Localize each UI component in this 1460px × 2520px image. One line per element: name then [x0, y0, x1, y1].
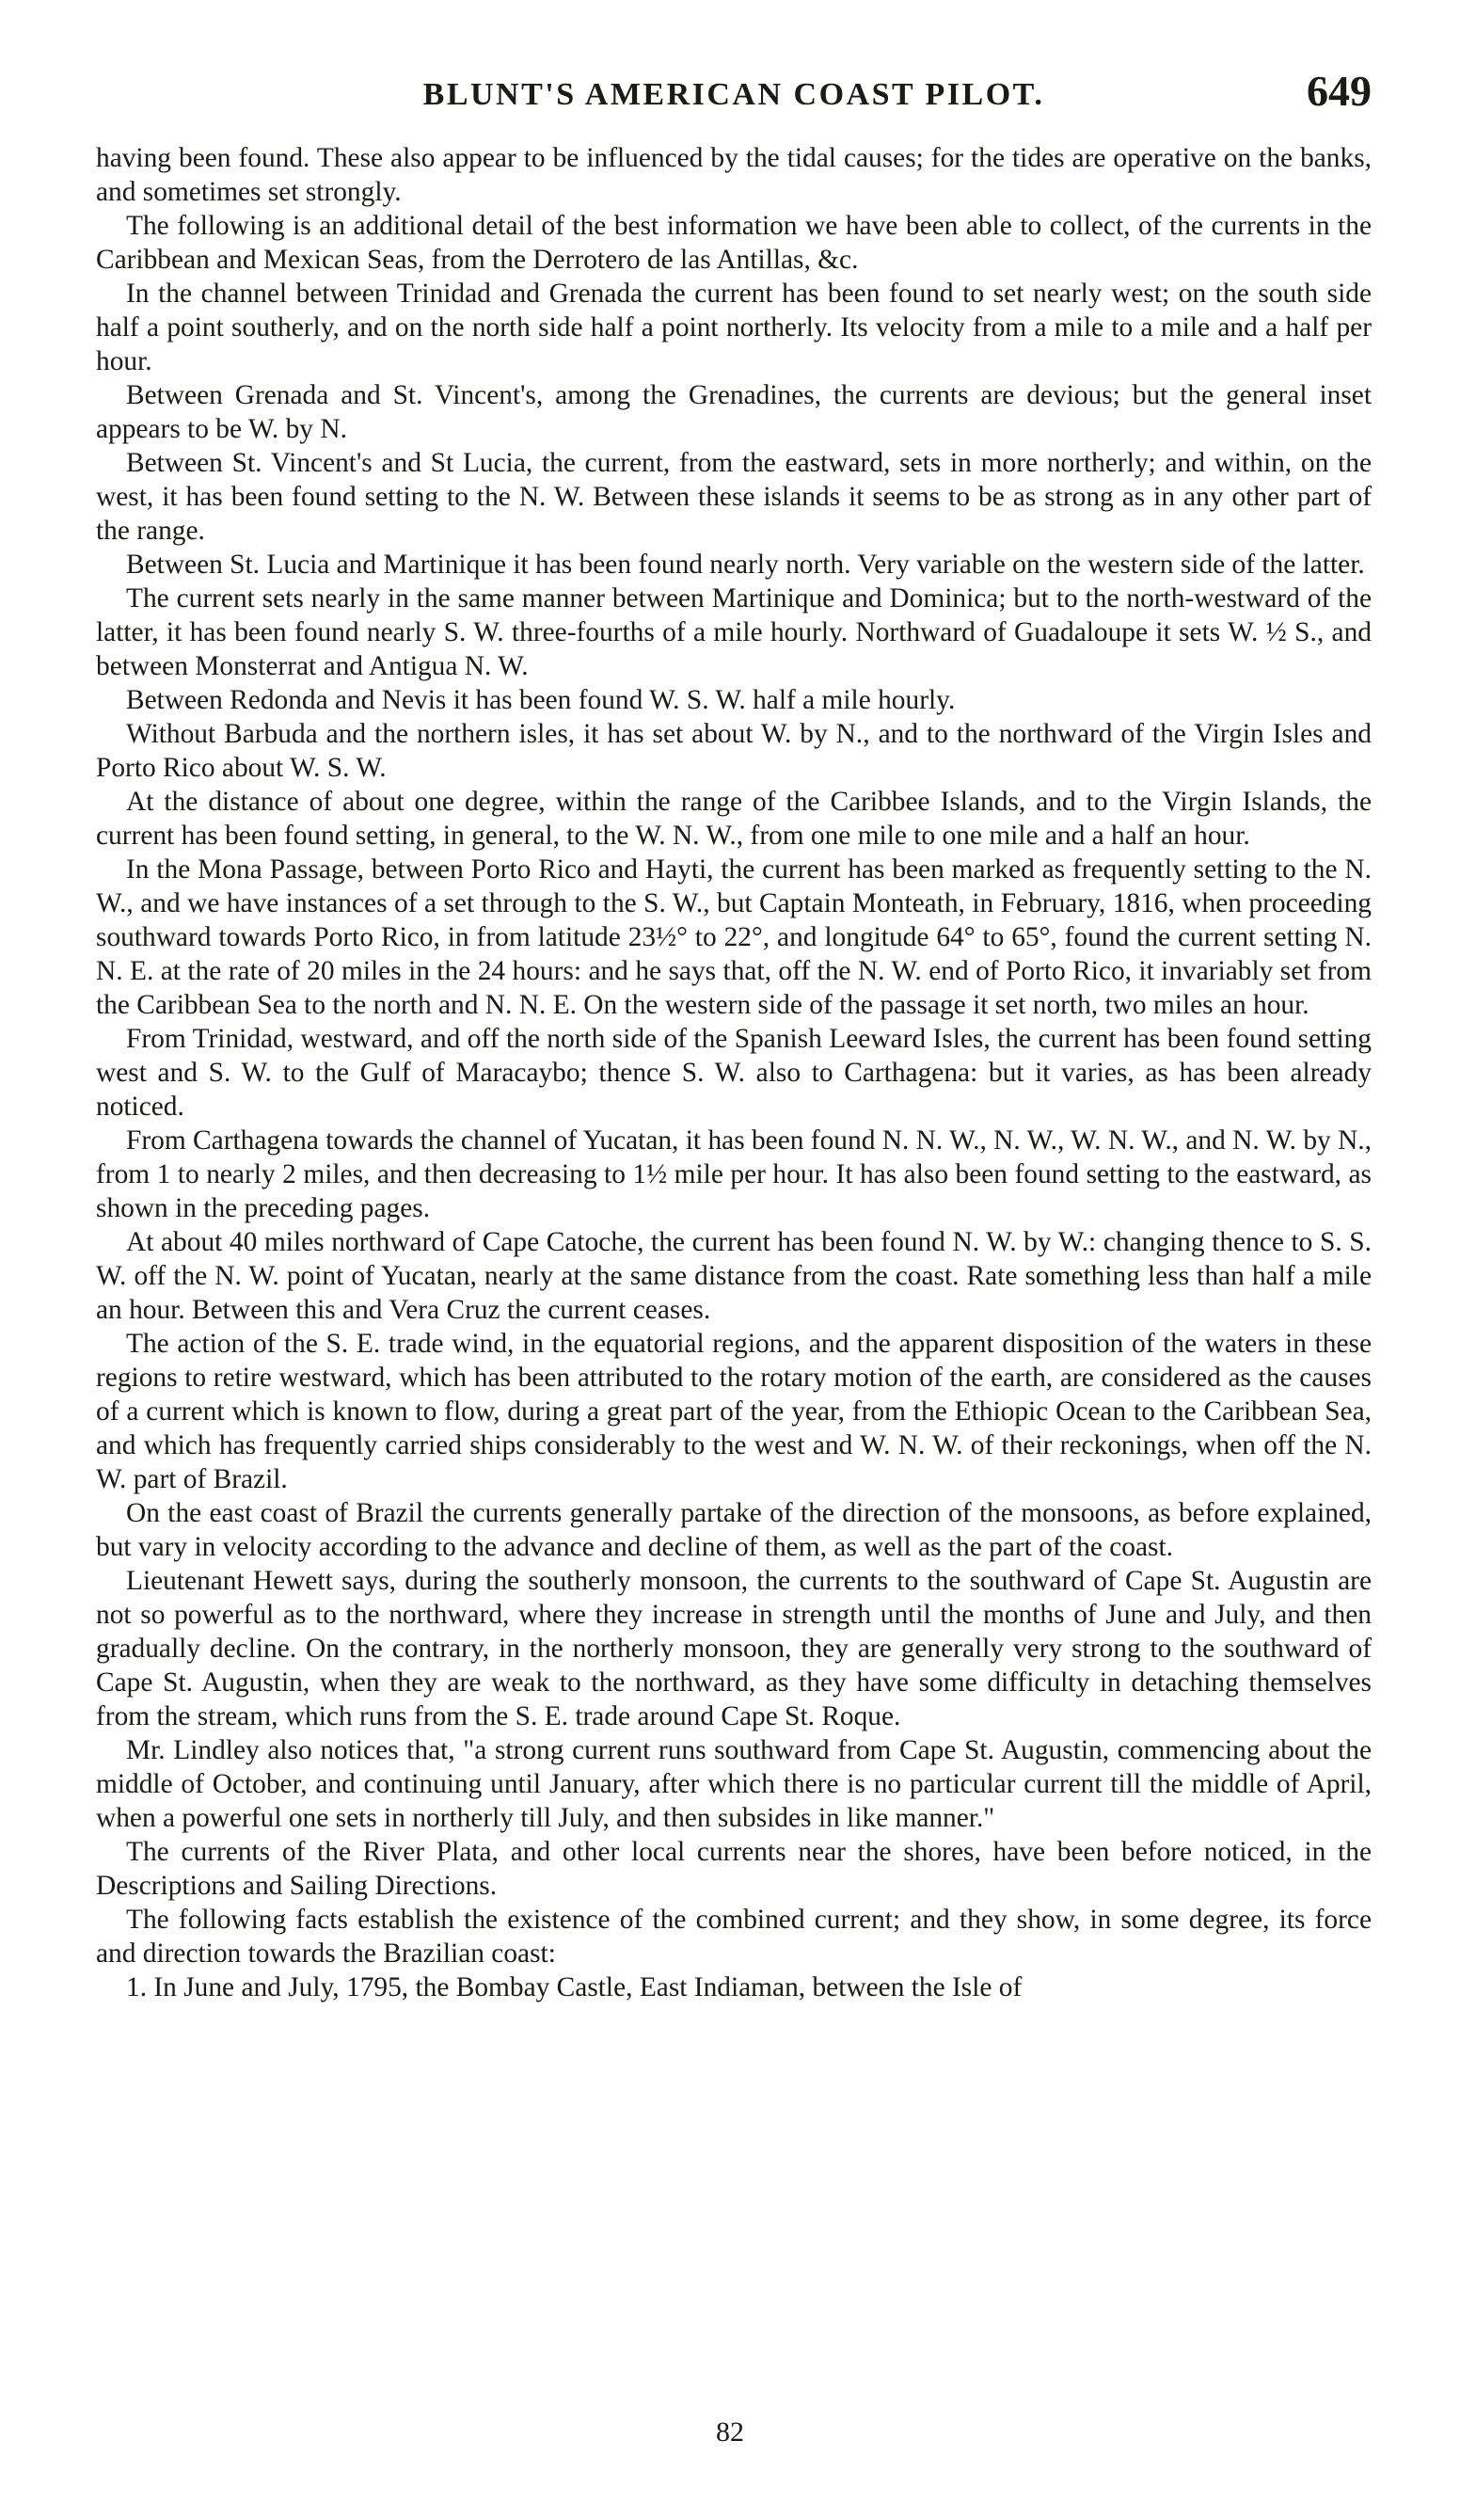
paragraph: Between Redonda and Nevis it has been found W. S. W. half a mile hourly. — [126, 685, 956, 715]
paragraph: Between St. Lucia and Martinique it has been found nearly north. Very variable on the western side of the latter. — [126, 550, 1365, 580]
paragraph: Between St. Vincent's and St Lucia, the current, from the eastward, sets in more northerly; and within, on the west, it has been found setting to the N. W. Between these islands it seems to be as strong as in any other part of the range. — [96, 448, 1372, 546]
paragraph: The action of the S. E. trade wind, in the equatorial regions, and the apparent disposition of the waters in these regions to retire westward, which has been attributed to the rotary motion of the earth, are considered as the causes of a current which is known to flow, during a great part of the year, from the Ethiopic Ocean to the Caribbean Sea, and which has frequently carried ships considerably to the west and W. N. W. of their reckonings, when off the N. W. part of Brazil. — [96, 1329, 1372, 1494]
paragraph: Without Barbuda and the northern isles, it has set about W. by N., and to the northward of the Virgin Isles and Porto Rico about W. S. W. — [96, 719, 1372, 783]
paragraph: At about 40 miles northward of Cape Catoche, the current has been found N. W. by W.: changing thence to S. S. W. off the N. W. point of Yucatan, nearly at the same distance from the coast. Rate something less than half a mile an hour. Between this and Vera Cruz the current ceases. — [96, 1227, 1372, 1325]
paragraph: From Trinidad, westward, and off the north side of the Spanish Leeward Isles, the current has been found setting west and S. W. to the Gulf of Maracaybo; thence S. W. also to Carthagena: but it varies, as has been already noticed. — [96, 1024, 1372, 1122]
paragraph: In the channel between Trinidad and Grenada the current has been found to set nearly west; on the south side half a point southerly, and on the north side half a point northerly. Its velocity from a mile to a mile and a half per hour. — [96, 279, 1372, 376]
body-text — [96, 141, 1372, 2418]
running-title: BLUNT'S AMERICAN COAST PILOT. — [422, 77, 1045, 112]
paragraph: The following is an additional detail of the best information we have been able to collect, of the currents in the Caribbean and Mexican Seas, from the Derrotero de las Antillas, &c. — [96, 211, 1372, 275]
paragraph: having been found. These also appear to be influenced by the tidal causes; for the tides are operative on the banks, and sometimes set strongly. — [96, 143, 1372, 207]
paragraph: Between Grenada and St. Vincent's, among the Grenadines, the currents are devious; but the general inset appears to be W. by N. — [96, 380, 1372, 444]
paragraph: 1. In June and July, 1795, the Bombay Castle, East Indiaman, between the Isle of — [126, 1972, 1023, 2002]
paragraph: In the Mona Passage, between Porto Rico and Hayti, the current has been marked as frequently setting to the N. W., and we have instances of a set through to the S. W., but Captain Monteath, in February, 1816, when proceeding southward towards Porto Rico, in from latitude 23½° to 22°, and longitude 64° to 65°, found the current setting N. N. E. at the rate of 20 miles in the 24 hours: and he says that, off the N. W. end of Porto Rico, it invariably set from the Caribbean Sea to the north and N. N. E. On the western side of the passage it set north, two miles an hour. — [96, 854, 1372, 1020]
paragraph: The current sets nearly in the same manner between Martinique and Dominica; but to the north-westward of the latter, it has been found nearly S. W. three-fourths of a mile hourly. Northward of Guadaloupe it sets W. ½ S., and between Monsterrat and Antigua N. W. — [96, 583, 1372, 681]
paragraph: On the east coast of Brazil the currents generally partake of the direction of the monsoons, as before explained, but vary in velocity according to the advance and decline of them, as well as the part of the coast. — [96, 1498, 1372, 1562]
paragraph: At the distance of about one degree, within the range of the Caribbee Islands, and to the Virgin Islands, the current has been found setting, in general, to the W. N. W., from one mile to one mile and a half an hour. — [96, 787, 1372, 851]
paragraph: The following facts establish the existence of the combined current; and they show, in some degree, its force and direction towards the Brazilian coast: — [96, 1905, 1372, 1969]
paragraph: From Carthagena towards the channel of Yucatan, it has been found N. N. W., N. W., W. N. W., and N. W. by N., from 1 to nearly 2 miles, and then decreasing to 1½ mile per hour. It has also been found setting to the eastward, as shown in the preceding pages. — [96, 1125, 1372, 1223]
page-header — [96, 66, 1372, 122]
paragraph: Lieutenant Hewett says, during the southerly monsoon, the currents to the southward of Cape St. Augustin are not so powerful as to the northward, where they increase in strength until the months of June and July, and then gradually decline. On the contrary, in the northerly monsoon, they are generally very strong to the southward of Cape St. Augustin, when they are weak to the northward, as they have some difficulty in detaching themselves from the stream, which runs from the S. E. trade around Cape St. Roque. — [96, 1566, 1372, 1731]
signature-mark: 82 — [716, 2416, 744, 2448]
paragraph: Mr. Lindley also notices that, "a strong current runs southward from Cape St. Augustin, commencing about the middle of October, and continuing until January, after which there is no particular current till the middle of April, when a powerful one sets in northerly till July, and then subsides in like manner." — [96, 1735, 1372, 1833]
page-number: 649 — [1307, 67, 1372, 115]
paragraph: The currents of the River Plata, and other local currents near the shores, have been before noticed, in the Descriptions and Sailing Directions. — [96, 1837, 1372, 1901]
